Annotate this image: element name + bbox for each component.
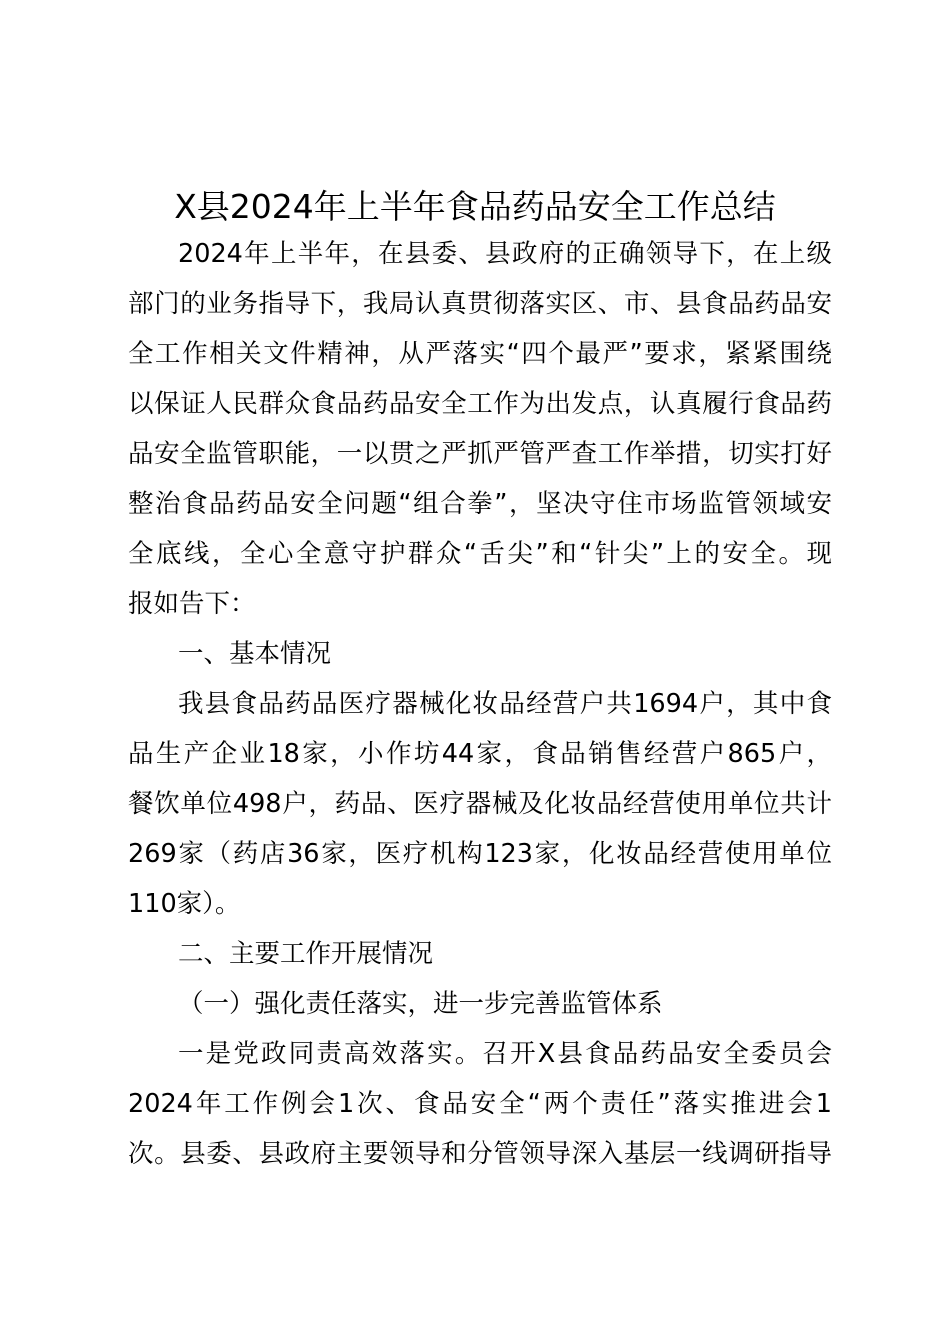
section-heading: 一、基本情况 — [178, 639, 332, 669]
paragraph-line: 报如告下： — [128, 589, 256, 619]
paragraph-line: 2024年上半年，在县委、县政府的正确领导下，在上级 — [178, 239, 832, 269]
paragraph-line: 次。县委、县政府主要领导和分管领导深入基层一线调研指导 — [128, 1139, 832, 1169]
subsection-heading: （一）强化责任落实，进一步完善监管体系 — [178, 989, 663, 1019]
paragraph-line: 品生产企业18家，小作坊44家，食品销售经营户865户， — [128, 739, 832, 769]
document-title: X县2024年上半年食品药品安全工作总结 — [174, 187, 776, 226]
paragraph-line: 2024年工作例会1次、食品安全“两个责任”落实推进会1 — [128, 1089, 832, 1119]
paragraph-line: 269家（药店36家，医疗机构123家，化妆品经营使用单位 — [128, 839, 832, 869]
paragraph-line: 整治食品药品安全问题“组合拳”，坚决守住市场监管领域安 — [128, 489, 832, 519]
paragraph-line: 餐饮单位498户，药品、医疗器械及化妆品经营使用单位共计 — [128, 789, 832, 819]
paragraph-line: 以保证人民群众食品药品安全工作为出发点，认真履行食品药 — [128, 389, 832, 419]
paragraph-line: 110家）。 — [128, 889, 241, 919]
paragraph-line: 品安全监管职能，一以贯之严抓严管严查工作举措，切实打好 — [128, 439, 832, 469]
paragraph-line: 全工作相关文件精神，从严落实“四个最严”要求，紧紧围绕 — [128, 339, 832, 369]
paragraph-line: 部门的业务指导下，我局认真贯彻落实区、市、县食品药品安 — [128, 289, 832, 319]
paragraph-line: 全底线，全心全意守护群众“舌尖”和“针尖”上的安全。现 — [128, 539, 832, 569]
paragraph-line: 我县食品药品医疗器械化妆品经营户共1694户，其中食 — [178, 689, 832, 719]
section-heading: 二、主要工作开展情况 — [178, 939, 434, 969]
paragraph-line: 一是党政同责高效落实。召开X县食品药品安全委员会 — [178, 1039, 832, 1069]
